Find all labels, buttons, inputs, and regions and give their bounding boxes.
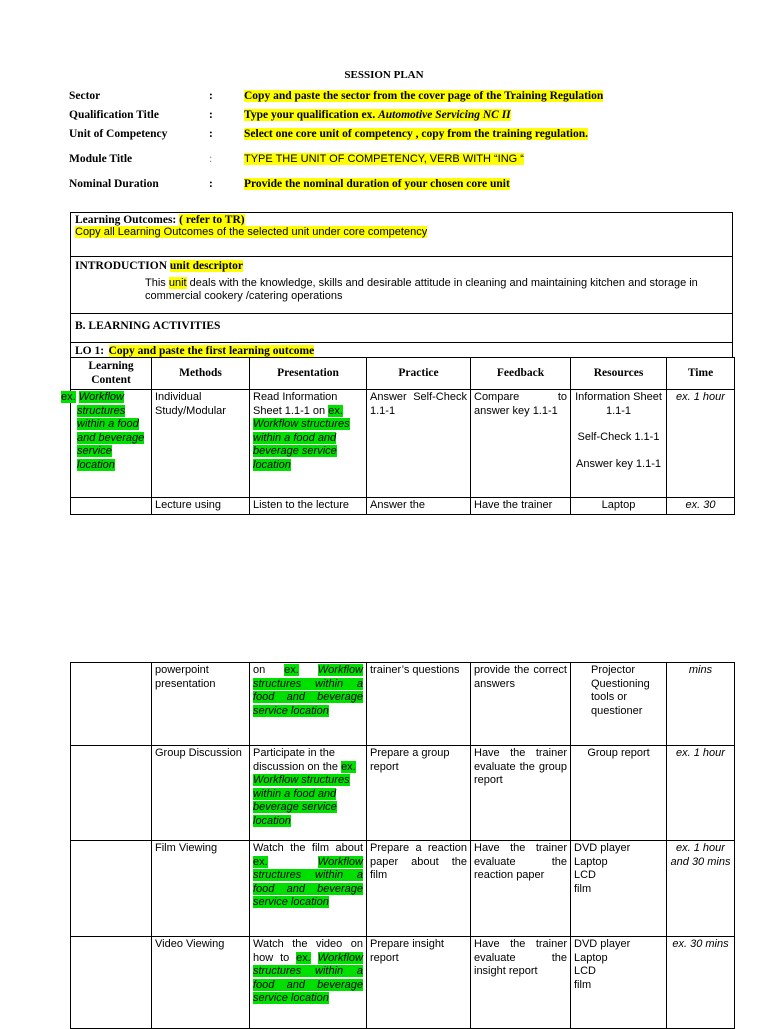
resources-cell: Group report (571, 746, 667, 841)
table-row (71, 746, 735, 841)
learning-outcomes-ref: ( refer to TR) (179, 214, 245, 226)
lo1-box (70, 342, 733, 358)
column-header: Presentation (250, 358, 367, 390)
presentation-cell: Watch the film about ex. Workflow structures within a food and beverage service location (250, 841, 367, 937)
column-header: Practice (367, 358, 471, 390)
header-label: Nominal Duration (69, 178, 159, 190)
activities-table-page-1 (61, 357, 735, 515)
header-value: Copy and paste the sector from the cover page of the Training Regulation (244, 90, 604, 102)
table-row (71, 498, 735, 515)
introduction-box (70, 256, 733, 314)
learning-activities-box (70, 313, 733, 343)
time-cell: ex. 1 hour (667, 746, 735, 841)
table-row (71, 937, 735, 1029)
learning-content-cell: ex. Workflow structures within a food and beverage service location (71, 390, 152, 498)
column-header: Learning Content (71, 358, 152, 390)
feedback-cell: Have the trainer evaluate the reaction paper (471, 841, 571, 937)
time-cell: mins (667, 663, 735, 746)
presentation-cell: Read Information Sheet 1.1-1 on ex. Workflow structures within a food and beverage service location (250, 390, 367, 498)
feedback-cell: Compare to answer key 1.1-1 (471, 390, 571, 498)
introduction-text: This unit deals with the knowledge, skills and desirable attitude in cleaning and maintaining kitchen and storage in commercial cookery /catering operations (145, 277, 698, 302)
method-cell: powerpoint presentation (152, 663, 250, 746)
header-label: Sector (69, 90, 101, 102)
header-value: Provide the nominal duration of your chosen core unit (244, 178, 510, 190)
resources-cell: DVD player Laptop LCD film (571, 937, 667, 1029)
table-header-row (71, 358, 735, 390)
method-cell: Group Discussion (152, 746, 250, 841)
header-value: Type your qualification ex. Automotive Servicing NC II (244, 109, 511, 121)
learning-activities-label: B. LEARNING ACTIVITIES (75, 320, 221, 332)
introduction-tag: unit descriptor (169, 260, 244, 272)
resources-cell: Information Sheet 1.1-1 Self-Check 1.1-1 Answer key 1.1-1 (571, 390, 667, 498)
practice-cell: Prepare a group report (367, 746, 471, 841)
practice-cell: Answer Self-Check 1.1-1 (367, 390, 471, 498)
resources-cell: Laptop (571, 498, 667, 515)
column-header: Time (667, 358, 735, 390)
learning-outcomes-box (70, 212, 733, 257)
header-label: Unit of Competency (69, 128, 168, 140)
time-cell: ex. 30 mins (667, 937, 735, 1029)
method-cell: Film Viewing (152, 841, 250, 937)
practice-cell: Prepare insight report (367, 937, 471, 1029)
method-cell: Lecture using (152, 498, 250, 515)
method-cell: Video Viewing (152, 937, 250, 1029)
method-cell: Individual Study/Modular (152, 390, 250, 498)
header-label: Qualification Title (69, 109, 159, 121)
learning-outcomes-instruction: Copy all Learning Outcomes of the selected unit under core competency (75, 226, 428, 238)
lo1-label: LO 1: (75, 345, 105, 357)
feedback-cell: Have the trainer evaluate the insight report (471, 937, 571, 1029)
table-row (71, 663, 735, 746)
introduction-label: INTRODUCTION (75, 260, 168, 272)
presentation-cell: on ex. Workflow structures within a food and beverage service location (250, 663, 367, 746)
feedback-cell: provide the correct answers (471, 663, 571, 746)
column-header: Methods (152, 358, 250, 390)
table-row (71, 390, 735, 498)
column-header: Feedback (471, 358, 571, 390)
presentation-cell: Listen to the lecture (250, 498, 367, 515)
practice-cell: Answer the (367, 498, 471, 515)
practice-cell: Prepare a reaction paper about the film (367, 841, 471, 937)
resources-cell: Projector Questioning tools or questioner (571, 663, 667, 746)
resources-cell: DVD player Laptop LCD film (571, 841, 667, 937)
document-title: SESSION PLAN (344, 69, 424, 81)
time-cell: ex. 30 (667, 498, 735, 515)
header-label: Module Title (69, 153, 133, 165)
activities-table-page-2 (70, 662, 735, 1029)
time-cell: ex. 1 hour (667, 390, 735, 498)
presentation-cell: Watch the video on how to ex. Workflow structures within a food and beverage service location (250, 937, 367, 1029)
table-row (71, 841, 735, 937)
feedback-cell: Have the trainer (471, 498, 571, 515)
column-header: Resources (571, 358, 667, 390)
feedback-cell: Have the trainer evaluate the group report (471, 746, 571, 841)
learning-outcomes-label: Learning Outcomes: (75, 214, 177, 226)
header-value: TYPE THE UNIT OF COMPETENCY, VERB WITH “ING “ (244, 153, 524, 165)
practice-cell: trainer’s questions (367, 663, 471, 746)
presentation-cell: Participate in the discussion on the ex. Workflow structures within a food and beverage service location (250, 746, 367, 841)
time-cell: ex. 1 hour and 30 mins (667, 841, 735, 937)
lo1-text: Copy and paste the first learning outcome (108, 345, 315, 357)
header-value: Select one core unit of competency , copy from the training regulation. (244, 128, 588, 140)
